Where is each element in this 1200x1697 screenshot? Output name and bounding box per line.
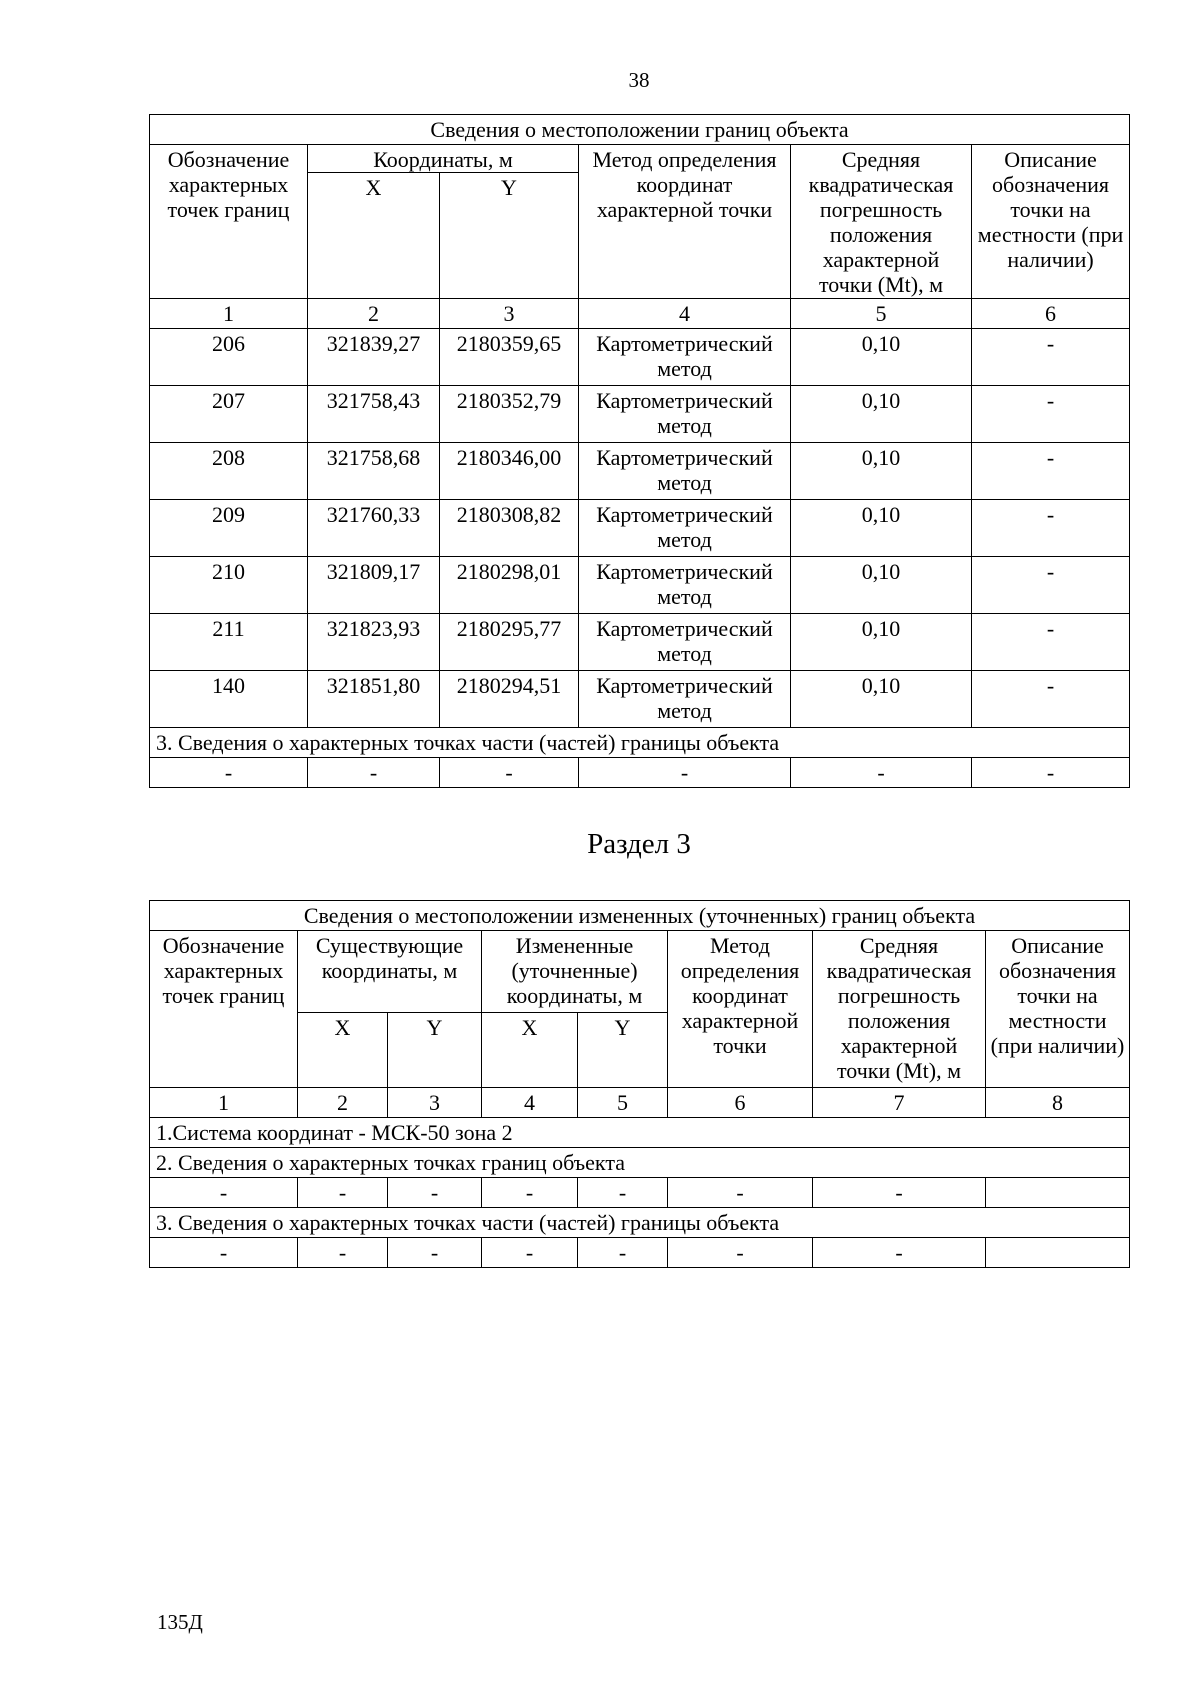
- coord-x: 321809,17: [308, 557, 440, 614]
- point-id: 207: [150, 386, 308, 443]
- coord-x: 321760,33: [308, 500, 440, 557]
- empty-cell: -: [482, 1238, 578, 1268]
- error: 0,10: [791, 500, 972, 557]
- description: -: [972, 443, 1130, 500]
- empty-cell: -: [482, 1178, 578, 1208]
- column-number: 8: [986, 1088, 1130, 1118]
- coord-y: 2180295,77: [440, 614, 579, 671]
- column-number: 1: [150, 299, 308, 329]
- empty-cell: -: [298, 1178, 388, 1208]
- header-existing-x: X: [298, 1013, 388, 1088]
- header-existing-y: Y: [388, 1013, 482, 1088]
- column-number: 4: [579, 299, 791, 329]
- table-row: [150, 557, 1130, 614]
- header-point: Обозначение характерных точек границ: [150, 145, 308, 299]
- header-existing-coords: Существующие координаты, м: [298, 931, 482, 1013]
- header-changed-x: X: [482, 1013, 578, 1088]
- header-point: Обозначение характерных точек границ: [150, 931, 298, 1088]
- empty-cell: -: [791, 758, 972, 788]
- empty-cell: -: [388, 1178, 482, 1208]
- empty-cell: -: [813, 1178, 986, 1208]
- table-row: [150, 500, 1130, 557]
- coord-y: 2180298,01: [440, 557, 579, 614]
- empty-cell: -: [388, 1238, 482, 1268]
- column-number: 1: [150, 1088, 298, 1118]
- description: -: [972, 614, 1130, 671]
- parts-section-title: 3. Сведения о характерных точках части (частей) границы объекта: [150, 1208, 1130, 1238]
- header-changed-coords: Измененные (уточненные) координаты, м: [482, 931, 668, 1013]
- parts-row: [150, 758, 1130, 788]
- column-numbers-row: [150, 299, 1130, 329]
- empty-cell: -: [298, 1238, 388, 1268]
- parts-section-title: 3. Сведения о характерных точках части (частей) границы объекта: [150, 728, 1130, 758]
- header-x: X: [308, 173, 440, 299]
- empty-cell: -: [668, 1178, 813, 1208]
- coord-y: 2180308,82: [440, 500, 579, 557]
- coord-x: 321758,43: [308, 386, 440, 443]
- column-number: 3: [388, 1088, 482, 1118]
- method: Картометрический метод: [579, 386, 791, 443]
- point-id: 140: [150, 671, 308, 728]
- points-row: [150, 1178, 1130, 1208]
- header-y: Y: [440, 173, 579, 299]
- column-number: 5: [791, 299, 972, 329]
- empty-cell: [986, 1178, 1130, 1208]
- column-number: 7: [813, 1088, 986, 1118]
- coord-x: 321839,27: [308, 329, 440, 386]
- empty-cell: -: [579, 758, 791, 788]
- method: Картометрический метод: [579, 329, 791, 386]
- empty-cell: -: [308, 758, 440, 788]
- page-number: 38: [628, 68, 650, 92]
- column-number: 5: [578, 1088, 668, 1118]
- boundary-points-table: [149, 114, 1130, 788]
- coord-x: 321823,93: [308, 614, 440, 671]
- coord-x: 321758,68: [308, 443, 440, 500]
- table-row: [150, 614, 1130, 671]
- method: Картометрический метод: [579, 614, 791, 671]
- column-numbers-row: [150, 1088, 1130, 1118]
- header-error: Средняя квадратическая погрешность положения характерной точки (Mt), м: [791, 145, 972, 299]
- description: -: [972, 671, 1130, 728]
- empty-cell: -: [150, 1238, 298, 1268]
- description: -: [972, 386, 1130, 443]
- table-row: [150, 329, 1130, 386]
- error: 0,10: [791, 443, 972, 500]
- table-title: Сведения о местоположении измененных (уточненных) границ объекта: [150, 901, 1130, 931]
- error: 0,10: [791, 386, 972, 443]
- column-number: 6: [668, 1088, 813, 1118]
- empty-cell: [986, 1238, 1130, 1268]
- empty-cell: -: [150, 1178, 298, 1208]
- empty-cell: -: [578, 1238, 668, 1268]
- header-description: Описание обозначения точки на местности (при наличии): [986, 931, 1130, 1088]
- column-number: 4: [482, 1088, 578, 1118]
- coord-y: 2180294,51: [440, 671, 579, 728]
- coord-y: 2180346,00: [440, 443, 579, 500]
- point-id: 209: [150, 500, 308, 557]
- header-coords: Координаты, м: [308, 145, 579, 173]
- description: -: [972, 329, 1130, 386]
- method: Картометрический метод: [579, 500, 791, 557]
- header-error: Средняя квадратическая погрешность положения характерной точки (Mt), м: [813, 931, 986, 1088]
- empty-cell: -: [440, 758, 579, 788]
- section-heading: Раздел 3: [587, 828, 691, 860]
- header-description: Описание обозначения точки на местности (при наличии): [972, 145, 1130, 299]
- point-id: 206: [150, 329, 308, 386]
- changed-boundaries-table: [149, 900, 1130, 1268]
- error: 0,10: [791, 329, 972, 386]
- error: 0,10: [791, 557, 972, 614]
- coord-y: 2180352,79: [440, 386, 579, 443]
- header-method: Метод определения координат характерной точки: [579, 145, 791, 299]
- empty-cell: -: [813, 1238, 986, 1268]
- error: 0,10: [791, 614, 972, 671]
- empty-cell: -: [668, 1238, 813, 1268]
- empty-cell: -: [972, 758, 1130, 788]
- column-number: 6: [972, 299, 1130, 329]
- empty-cell: -: [150, 758, 308, 788]
- coord-x: 321851,80: [308, 671, 440, 728]
- column-number: 3: [440, 299, 579, 329]
- points-section-title: 2. Сведения о характерных точках границ объекта: [150, 1148, 1130, 1178]
- coord-y: 2180359,65: [440, 329, 579, 386]
- header-method: Метод определения координат характерной точки: [668, 931, 813, 1088]
- method: Картометрический метод: [579, 443, 791, 500]
- description: -: [972, 500, 1130, 557]
- parts-row: [150, 1238, 1130, 1268]
- footer-code: 135Д: [157, 1610, 203, 1634]
- header-changed-y: Y: [578, 1013, 668, 1088]
- error: 0,10: [791, 671, 972, 728]
- table-title: Сведения о местоположении границ объекта: [150, 115, 1130, 145]
- empty-cell: -: [578, 1178, 668, 1208]
- column-number: 2: [308, 299, 440, 329]
- method: Картометрический метод: [579, 671, 791, 728]
- point-id: 211: [150, 614, 308, 671]
- description: -: [972, 557, 1130, 614]
- table-row: [150, 386, 1130, 443]
- table-row: [150, 671, 1130, 728]
- table-row: [150, 443, 1130, 500]
- column-number: 2: [298, 1088, 388, 1118]
- method: Картометрический метод: [579, 557, 791, 614]
- point-id: 210: [150, 557, 308, 614]
- coordinate-system-row: 1.Система координат - МСК-50 зона 2: [150, 1118, 1130, 1148]
- point-id: 208: [150, 443, 308, 500]
